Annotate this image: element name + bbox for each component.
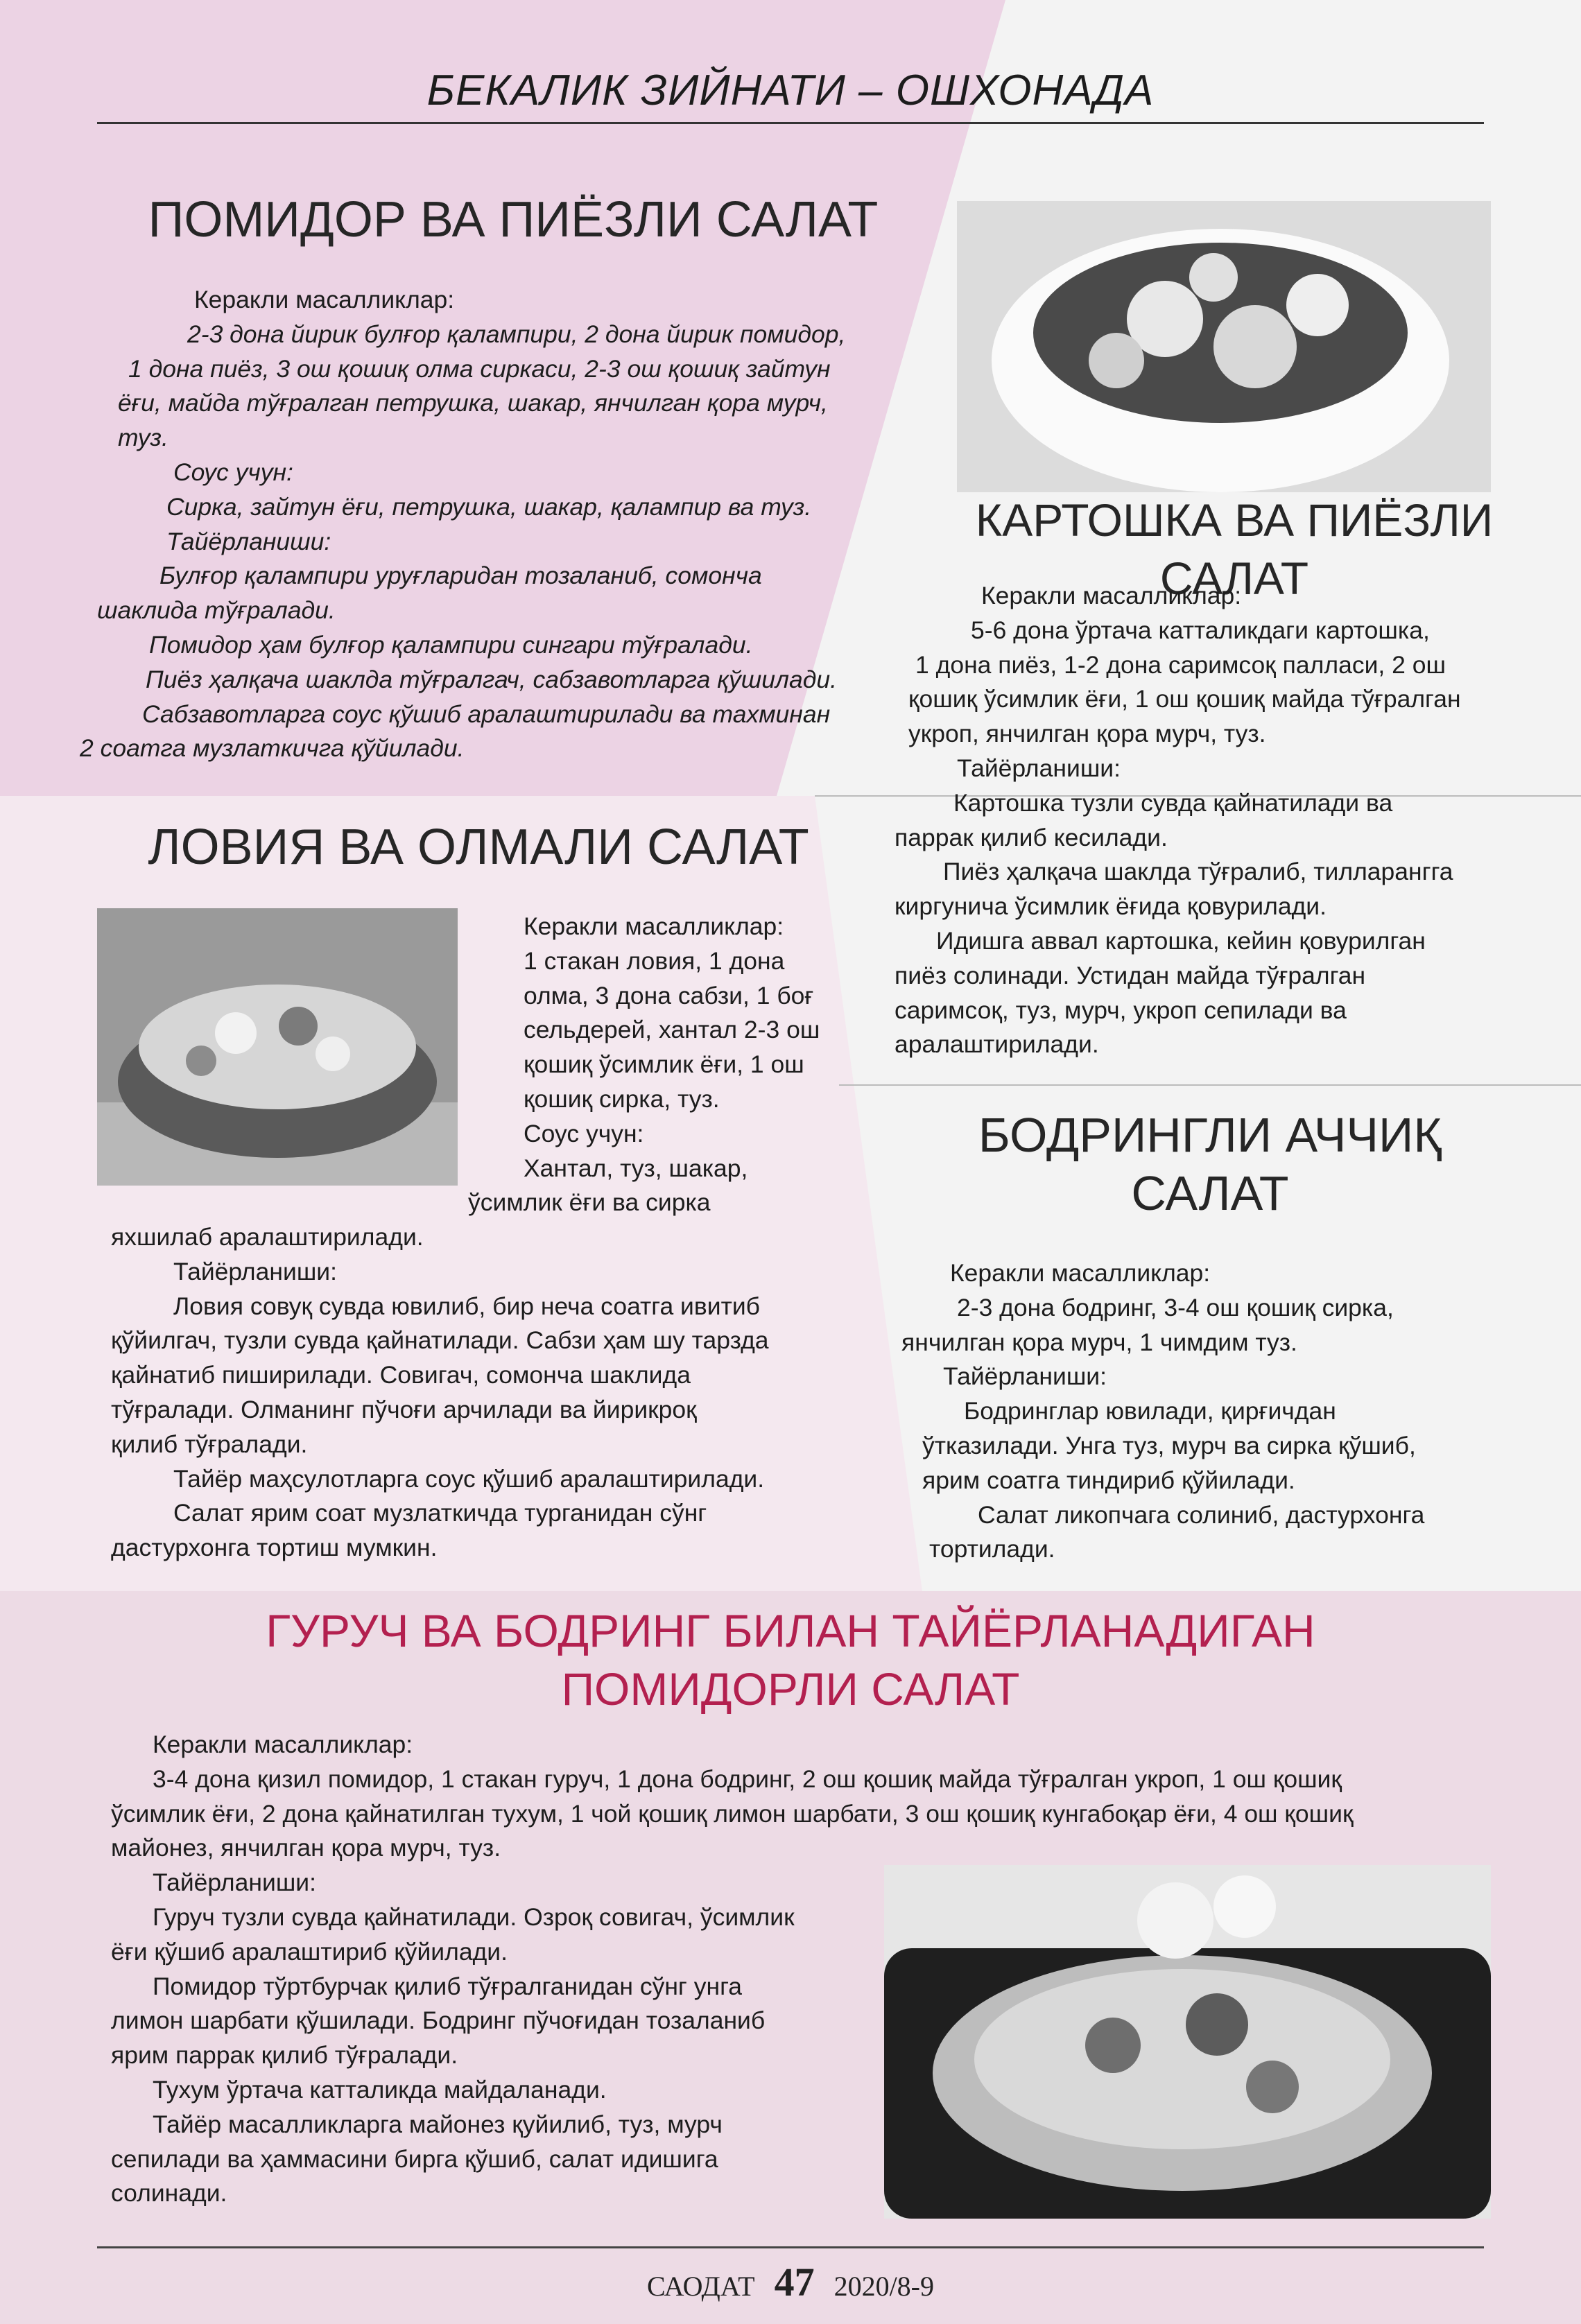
text-line: Идишга аввал картошка, кейин қовурилган [936, 926, 1426, 955]
text-line: Пиёз ҳалқача шаклда тўғралиб, тилларангга [943, 858, 1453, 886]
text-line: ўтказилади. Унга туз, мурч ва сирка қўшиб, [922, 1431, 1416, 1459]
text-line: майонез, янчилган қора мурч, туз. [111, 1834, 501, 1862]
text-line: қилиб тўғралади. [111, 1430, 308, 1458]
text-line: Салат ярим соат музлаткичда турганидан сўнг [173, 1499, 707, 1527]
recipe-1-title: ПОМИДОР ВА ПИЁЗЛИ САЛАТ [148, 192, 879, 248]
text-line: дастурхонга тортиш мумкин. [111, 1534, 438, 1562]
recipe-2-body [895, 579, 1560, 1062]
text-line: туз. [118, 424, 169, 452]
text-line: олма, 3 дона сабзи, 1 боғ [524, 981, 814, 1009]
text-line: укроп, янчилган қора мурч, туз. [908, 720, 1266, 748]
text-line: Тайёрланиши: [957, 754, 1121, 782]
issue-number: 2020/8-9 [833, 2271, 934, 2302]
footer-rule [97, 2246, 1484, 2248]
text-line: Тайёрланиши: [153, 1868, 317, 1897]
section-header: БЕКАЛИК ЗИЙНАТИ – ОШХОНАДА [97, 64, 1484, 124]
text-line: паррак қилиб кесилади. [895, 823, 1168, 851]
text-line: қошиқ ўсимлик ёғи, 1 ош [524, 1050, 804, 1079]
text-line: солинади. [111, 2179, 227, 2208]
text-line: Салат ликопчага солиниб, дастурхонга [978, 1500, 1425, 1529]
text-line: тўғралади. Олманинг пўчоғи арчилади ва йирикроқ [111, 1395, 697, 1423]
text-line: тортилади. [929, 1535, 1055, 1563]
recipe-3-side-body [468, 910, 856, 1220]
recipe-5-title-line-2: ПОМИДОРЛИ САЛАТ [561, 1663, 1020, 1715]
recipe-3-body [111, 1220, 874, 1566]
recipe-5-body [111, 1900, 867, 2211]
text-line: Тайёр масалликларга майонез қуйилиб, туз, мурч [153, 2110, 723, 2138]
text-line: Помидор тўртбурчак қилиб тўғралганидан сўнг унга [153, 1972, 743, 2000]
text-line: Тайёр маҳсулотларга соус қўшиб аралаштирилади. [173, 1464, 765, 1493]
recipe-4-title [922, 1106, 1498, 1222]
text-line: ўсимлик ёғи ва сирка [468, 1188, 711, 1217]
text-line: Керакли масалликлар: [981, 582, 1242, 609]
text-line: лимон шарбати қўшилади. Бодринг пўчоғидан тозаланиб [111, 2006, 766, 2035]
rice-tomato-salad-photo [884, 1865, 1491, 2219]
text-line: 1 дона пиёз, 3 ош қошиқ олма сиркаси, 2-3 ош қошиқ зайтун [128, 354, 831, 383]
text-line: қошиқ ўсимлик ёғи, 1 ош қошиқ майда тўғралган [908, 685, 1461, 713]
potato-salad-photo [957, 201, 1491, 492]
recipe-2-title: КАРТОШКА ВА ПИЁЗЛИ САЛАТ [975, 494, 1494, 604]
text-line: Тайёрланиши: [943, 1362, 1107, 1391]
text-line: ёғи, майда тўғралган петрушка, шакар, янчилган қора мурч, [118, 389, 828, 417]
text-line: Помидор ҳам булғор қалампири сингари тўғралади. [149, 630, 753, 659]
text-line: Хантал, туз, шакар, [524, 1154, 748, 1182]
text-line: яхшилаб аралаштирилади. [111, 1223, 424, 1251]
text-line: янчилган қора мурч, 1 чимдим туз. [901, 1328, 1297, 1356]
text-line: киргунича ўсимлик ёғида қовурилади. [895, 892, 1327, 921]
text-line: 2-3 дона бодринг, 3-4 ош қошиқ сирка, [957, 1293, 1394, 1321]
text-line: ёғи қўшиб аралаштириб қўйилади. [111, 1937, 508, 1966]
recipe-5-title-line-1: ГУРУЧ ВА БОДРИНГ БИЛАН ТАЙЁРЛАНАДИГАН [266, 1605, 1315, 1656]
text-line: 1 стакан ловия, 1 дона [524, 946, 785, 975]
magazine-name: САОДАТ [646, 2271, 755, 2302]
text-line: қошиқ сирка, туз. [524, 1084, 720, 1113]
text-line: Керакли масалликлар: [524, 912, 784, 940]
text-line: Тухум ўртача катталикда майдаланади. [153, 2075, 607, 2104]
text-line: 2-3 дона йирик булғор қалампири, 2 дона йирик помидор, [187, 320, 846, 348]
text-line: Соус учун: [173, 458, 293, 486]
text-line: Бодринглар ювилади, қирғичдан [964, 1397, 1336, 1425]
text-line: саримсоқ, туз, мурч, укроп сепилади ва [895, 996, 1347, 1024]
text-line: Пиёз ҳалқача шаклда тўғралгач, сабзавотларга қўшилади. [146, 665, 837, 693]
text-line: ярим паррак қилиб тўғралади. [111, 2041, 458, 2070]
text-line: Керакли масалликлар: [194, 286, 455, 313]
text-line: Гуруч тузли сувда қайнатилади. Озроқ совигач, ўсимлик [153, 1903, 795, 1931]
text-line: Керакли масалликлар: [153, 1731, 413, 1758]
page-number: 47 [774, 2260, 815, 2305]
text-line: шаклида тўғралади. [97, 596, 336, 625]
text-line: 1 дона пиёз, 1-2 дона саримсоқ палласи, 2 ош [915, 650, 1446, 679]
recipe-3-title: ЛОВИЯ ВА ОЛМАЛИ САЛАТ [148, 820, 809, 875]
text-line: 2 соатга музлаткичга қўйилади. [80, 734, 465, 763]
text-line: Сирка, зайтун ёғи, петрушка, шакар, қалампир ва туз. [166, 492, 812, 521]
text-line: ярим соатга тиндириб қўйилади. [922, 1466, 1295, 1494]
text-line: Сабзавотларга соус қўшиб аралаштирилади ва тахминан [142, 700, 831, 728]
bean-apple-salad-photo [97, 908, 458, 1186]
recipe-4-body [901, 1256, 1539, 1567]
text-line: қўйилгач, тузли сувда қайнатилади. Сабзи ҳам шу тарзда [111, 1326, 769, 1355]
text-line: Картошка тузли сувда қайнатилади ва [953, 788, 1393, 817]
text-line: қайнатиб пиширилади. Совигач, сомонча шаклида [111, 1361, 691, 1389]
page-footer [97, 2259, 1484, 2305]
text-line: Тайёрланиши: [173, 1257, 338, 1285]
text-line: пиёз солинади. Устидан майда тўғралган [895, 961, 1366, 989]
text-line: 3-4 дона қизил помидор, 1 стакан гуруч, 1 дона бодринг, 2 ош қошиқ майда тўғралган укроп, 1 ош қошиқ [153, 1764, 1342, 1793]
text-line: аралаштирилади. [895, 1030, 1099, 1059]
text-line: Булғор қалампири уруғларидан тозаланиб, сомонча [159, 562, 762, 590]
text-line: сельдерей, хантал 2-3 ош [524, 1016, 820, 1044]
text-line: Соус учун: [524, 1119, 644, 1147]
recipe-1-body [76, 283, 943, 766]
text-line: ўсимлик ёғи, 2 дона қайнатилган тухум, 1 чой қошиқ лимон шарбати, 3 ош қошиқ кунгабоқар ёғи, 4 ош қошиқ [111, 1799, 1354, 1828]
recipe-5-title [97, 1602, 1484, 1718]
recipe-4-title-line-1: БОДРИНГЛИ АЧЧИҚ [978, 1108, 1442, 1162]
recipe-4-title-line-2: САЛАТ [1131, 1166, 1289, 1220]
text-line: сепилади ва ҳаммасини бирга қўшиб, салат идишига [111, 2144, 718, 2173]
text-line: 5-6 дона ўртача катталикдаги картошка, [971, 616, 1430, 644]
text-line: Ловия совуқ сувда ювилиб, бир неча соатга ивитиб [173, 1292, 761, 1320]
text-line: Керакли масалликлар: [950, 1259, 1211, 1287]
text-line: Тайёрланиши: [166, 527, 331, 555]
